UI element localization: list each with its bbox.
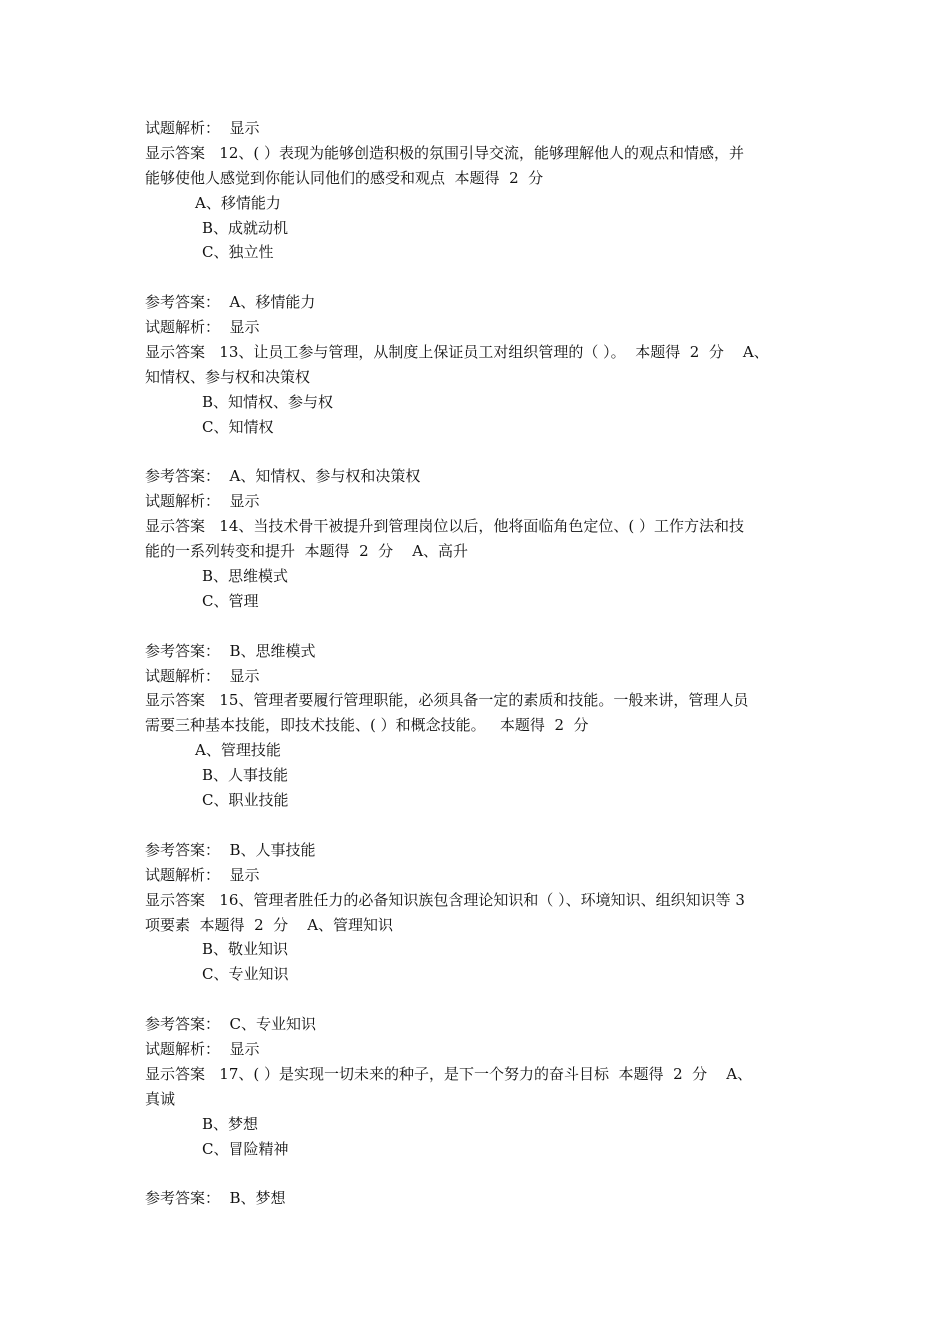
- option-line: B、知情权、参与权: [202, 392, 334, 411]
- text-line: 能够使他人感觉到你能认同他们的感受和观点 本题得 2 分: [145, 168, 544, 187]
- text-line: 试题解析： 显示: [145, 492, 260, 511]
- option-line: C、管理: [202, 591, 259, 610]
- text-line: 试题解析： 显示: [145, 119, 260, 137]
- text-line: 参考答案： A、移情能力: [145, 293, 316, 312]
- text-line: 参考答案： A、知情权、参与权和决策权: [145, 467, 421, 486]
- text-line: 显示答案 14、当技术骨干被提升到管理岗位以后，他将面临角色定位、( ）工作方法和技: [145, 517, 745, 536]
- text-line: 试题解析： 显示: [145, 318, 260, 337]
- text-line: 试题解析： 显示: [145, 865, 260, 884]
- text-line: 显示答案 15、管理者要履行管理职能，必须具备一定的素质和技能。一般来讲，管理人员: [145, 691, 749, 710]
- text-line: 能的一系列转变和提升 本题得 2 分 A、高升: [145, 542, 469, 561]
- text-line: 需要三种基本技能，即技术技能、( ）和概念技能。 本题得 2 分: [145, 716, 589, 735]
- blank-line: [145, 440, 813, 465]
- option-line: C、知情权: [202, 417, 274, 436]
- text-line: 参考答案： C、专业知识: [145, 1015, 317, 1034]
- option-line: C、冒险精神: [202, 1139, 289, 1158]
- option-line: C、职业技能: [202, 791, 289, 810]
- option-line: C、独立性: [202, 243, 274, 262]
- text-line: 试题解析： 显示: [145, 666, 260, 685]
- text-line: 参考答案： B、梦想: [145, 1189, 286, 1208]
- text-line: 显示答案 16、管理者胜任力的必备知识族包含理论知识和（ ）、环境知识、组织知识等 3: [145, 890, 745, 909]
- option-line: B、敬业知识: [202, 940, 289, 959]
- blank-line: [145, 265, 813, 290]
- option-line: B、人事技能: [202, 766, 289, 785]
- blank-line: [145, 987, 813, 1012]
- option-line: A、管理技能: [195, 741, 281, 760]
- text-line: 显示答案 13、让员工参与管理，从制度上保证员工对组织管理的（ ）。 本题得 2 分 A、: [145, 343, 769, 362]
- text-line: 显示答案 12、( ）表现为能够创造积极的氛围引导交流，能够理解他人的观点和情感，并: [145, 143, 745, 162]
- text-line: 知情权、参与权和决策权: [145, 367, 311, 386]
- blank-line: [145, 614, 813, 639]
- blank-line: [145, 1161, 813, 1186]
- blank-line: [145, 813, 813, 838]
- option-line: B、梦想: [202, 1114, 259, 1133]
- option-line: C、专业知识: [202, 965, 289, 984]
- option-line: A、移情能力: [195, 193, 281, 212]
- text-line: 参考答案： B、思维模式: [145, 641, 316, 660]
- option-line: B、思维模式: [202, 567, 289, 586]
- document-body: [145, 116, 813, 1211]
- text-line: 参考答案： B、人事技能: [145, 840, 316, 859]
- text-line: 真诚: [145, 1089, 176, 1108]
- text-line: 项要素 本题得 2 分 A、管理知识: [145, 915, 394, 934]
- text-line: 显示答案 17、( ）是实现一切未来的种子，是下一个努力的奋斗目标 本题得 2 分 A、: [145, 1064, 753, 1083]
- text-line: 试题解析： 显示: [145, 1039, 260, 1058]
- option-line: B、成就动机: [202, 218, 289, 237]
